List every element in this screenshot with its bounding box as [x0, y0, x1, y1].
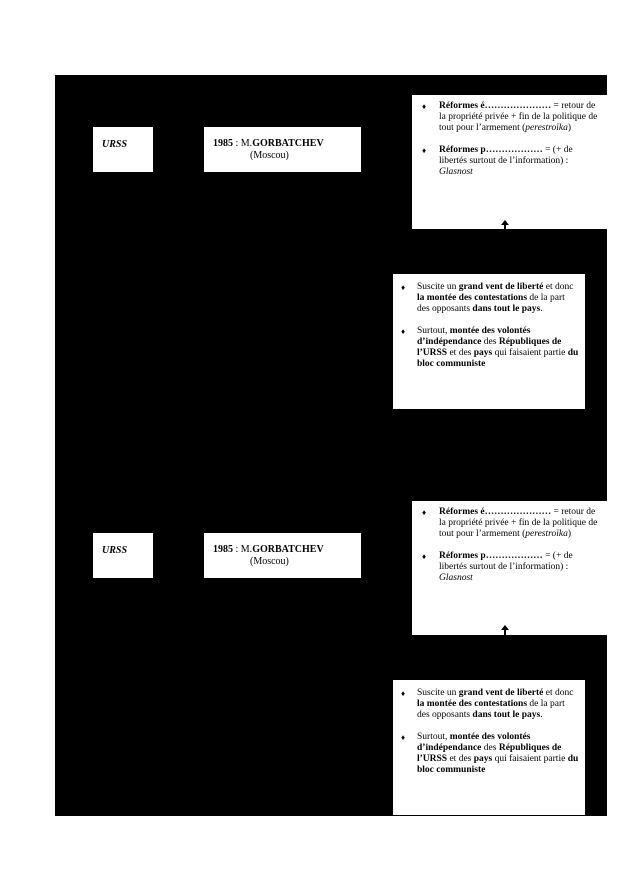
bold-span: grand vent de liberté	[458, 282, 544, 292]
bold-span: dans tout le pays	[472, 304, 541, 314]
bullet-diamond-icon: ♦	[422, 146, 427, 155]
text-span: Surtout,	[417, 326, 450, 336]
leader-year: 1985	[213, 544, 233, 555]
reform-item	[414, 101, 601, 134]
consequences-box	[393, 680, 585, 815]
bold-span: la montée des contestations	[417, 699, 528, 709]
leader-separator: :	[233, 138, 241, 149]
leader-city: (Moscou)	[250, 150, 289, 161]
bold-span: montée des volontés d’indépendance	[417, 732, 531, 753]
text-span: qui faisaient partie	[492, 754, 568, 764]
text-span: Suscite un	[417, 688, 459, 698]
country-box	[93, 533, 153, 578]
text-span: des	[481, 337, 499, 347]
reform-term: perestroïka	[525, 529, 568, 539]
reform-text: = (+ de libertés surtout de l’information) :	[439, 551, 573, 572]
leader-separator: :	[233, 544, 241, 555]
bullet-diamond-icon: ♦	[401, 327, 406, 336]
text-span: et donc	[543, 282, 574, 292]
reform-title: Réformes é…………………	[439, 101, 552, 111]
text-span: et donc	[543, 688, 574, 698]
consequence-item	[393, 732, 579, 776]
bold-span: montée des volontés d’indépendance	[417, 326, 531, 347]
text-span: .	[540, 304, 543, 314]
leader-year: 1985	[213, 138, 233, 149]
leader-name: GORBATCHEV	[252, 138, 324, 149]
bullet-diamond-icon: ♦	[422, 102, 427, 111]
text-span: Suscite un	[417, 282, 459, 292]
text-span: de la part des opposants	[417, 293, 565, 314]
reforms-list	[414, 101, 601, 178]
bold-span: grand vent de liberté	[458, 688, 544, 698]
bullet-diamond-icon: ♦	[401, 733, 406, 742]
consequence-item	[393, 688, 579, 721]
bold-span: du bloc communiste	[417, 754, 579, 775]
reform-term: perestroïka	[525, 123, 568, 133]
leader-box	[204, 533, 361, 578]
consequences-list	[393, 688, 579, 776]
reform-end: )	[567, 529, 572, 539]
bullet-diamond-icon: ♦	[401, 689, 406, 698]
bullet-diamond-icon: ♦	[422, 508, 427, 517]
leader-text	[204, 127, 361, 162]
bold-span: du bloc communiste	[417, 348, 579, 369]
leader-box	[204, 127, 361, 172]
leader-prefix: M.	[240, 138, 253, 149]
text-span: et des	[447, 348, 474, 358]
bold-span: pays	[473, 348, 493, 358]
consequence-item	[393, 282, 579, 315]
reform-title: Réformes p………………	[439, 551, 543, 561]
bold-span: Républiques de l’URSS	[417, 743, 562, 764]
reform-text: = (+ de libertés surtout de l’information) :	[439, 145, 573, 166]
reform-end: )	[567, 123, 572, 133]
reform-title: Réformes é…………………	[439, 507, 552, 517]
reform-item	[414, 507, 601, 540]
consequence-item	[393, 326, 579, 370]
text-span: des	[481, 743, 499, 753]
reform-item	[414, 551, 601, 584]
reform-term: Glasnost	[439, 573, 473, 583]
text-span: .	[540, 710, 543, 720]
leader-text	[204, 533, 361, 568]
bullet-diamond-icon: ♦	[422, 552, 427, 561]
reform-term: Glasnost	[439, 167, 473, 177]
text-span: qui faisaient partie	[492, 348, 568, 358]
leader-city: (Moscou)	[250, 556, 289, 567]
reform-title: Réformes p………………	[439, 145, 543, 155]
reforms-box	[412, 95, 607, 229]
bold-span: Républiques de l’URSS	[417, 337, 562, 358]
leader-name: GORBATCHEV	[252, 544, 324, 555]
leader-prefix: M.	[240, 544, 253, 555]
reform-item	[414, 145, 601, 178]
country-label: URSS	[102, 139, 128, 150]
reform-text: = retour de la propriété privée + fin de la politique de tout pour l’armement (	[439, 507, 598, 539]
text-span: de la part des opposants	[417, 699, 565, 720]
bold-span: la montée des contestations	[417, 293, 528, 303]
country-box	[93, 127, 153, 172]
reform-text: = retour de la propriété privée + fin de la politique de tout pour l’armement (	[439, 101, 598, 133]
text-span: et des	[447, 754, 474, 764]
text-span: Surtout,	[417, 732, 450, 742]
reforms-box	[412, 501, 607, 635]
bullet-diamond-icon: ♦	[401, 283, 406, 292]
reforms-list	[414, 507, 601, 584]
consequences-box	[393, 274, 585, 409]
consequences-list	[393, 282, 579, 370]
bold-span: dans tout le pays	[472, 710, 541, 720]
bold-span: pays	[473, 754, 493, 764]
country-label: URSS	[102, 545, 128, 556]
